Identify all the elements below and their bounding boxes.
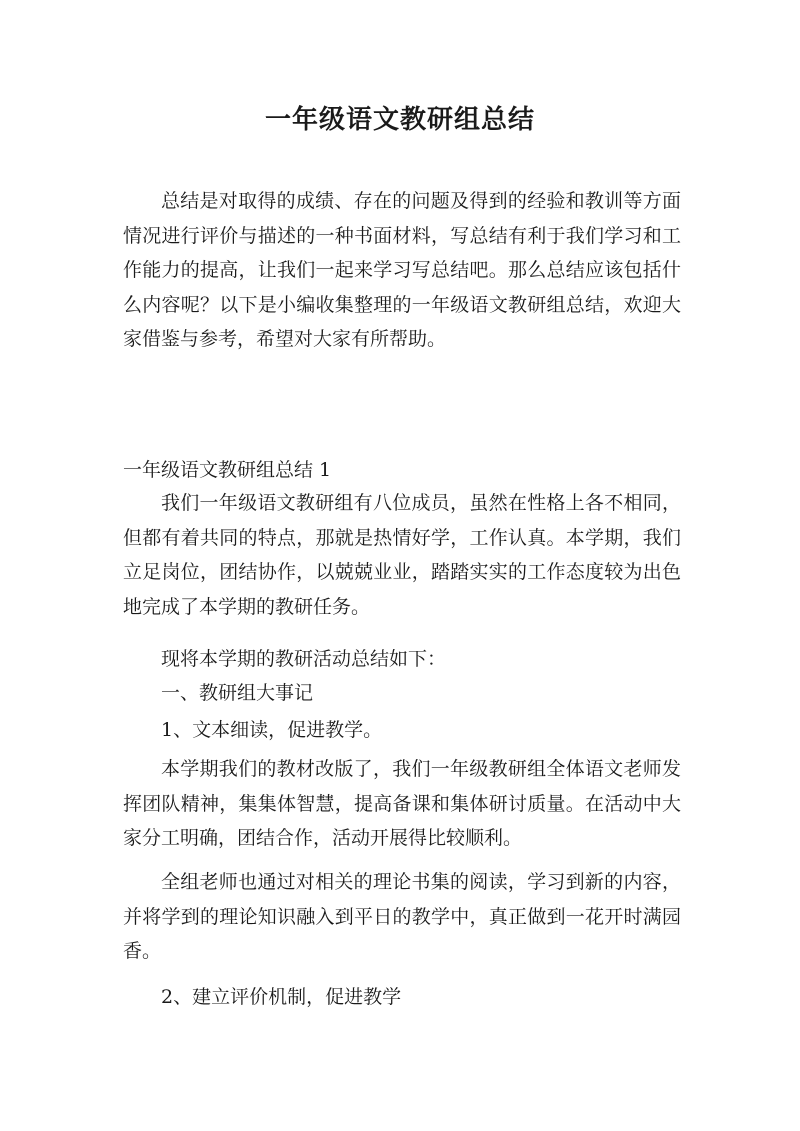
body-paragraph-members: 我们一年级语文教研组有八位成员，虽然在性格上各不相同，但都有着共同的特点，那就是热情好学，工作认真。本学期，我们立足岗位，团结协作，以兢兢业业，踏踏实实的工作态度较为出色地完成了本学期的教研任务。 xyxy=(123,492,681,618)
list-item-text-reading: 1、文本细读，促进教学。 xyxy=(161,719,383,741)
body-paragraph-theory: 全组老师也通过对相关的理论书集的阅读，学习到新的内容，并将学到的理论知识融入到平日的教学中，真正做到一花开时满园香。 xyxy=(123,871,681,962)
list-item-evaluation: 2、建立评价机制，促进教学 xyxy=(161,986,402,1008)
body-paragraph-summary-intro: 现将本学期的教研活动总结如下： xyxy=(161,648,447,670)
intro-paragraph: 总结是对取得的成绩、存在的问题及得到的经验和教训等方面情况进行评价与描述的一种书面材料，写总结有利于我们学习和工作能力的提高，让我们一起来学习写总结吧。那么总结应该包括什么内容呢？以下是小编收集整理的一年级语文教研组总结，欢迎大家借鉴与参考，希望对大家有所帮助。 xyxy=(123,190,681,350)
body-paragraph-textbook: 本学期我们的教材改版了，我们一年级教研组全体语文老师发挥团队精神，集集体智慧，提高备课和集体研讨质量。在活动中大家分工明确，团结合作，活动开展得比较顺利。 xyxy=(123,758,681,849)
document-title: 一年级语文教研组总结 xyxy=(264,105,535,135)
section-subtitle: 一年级语文教研组总结 1 xyxy=(123,459,332,481)
section-heading-events: 一、教研组大事记 xyxy=(161,682,314,704)
